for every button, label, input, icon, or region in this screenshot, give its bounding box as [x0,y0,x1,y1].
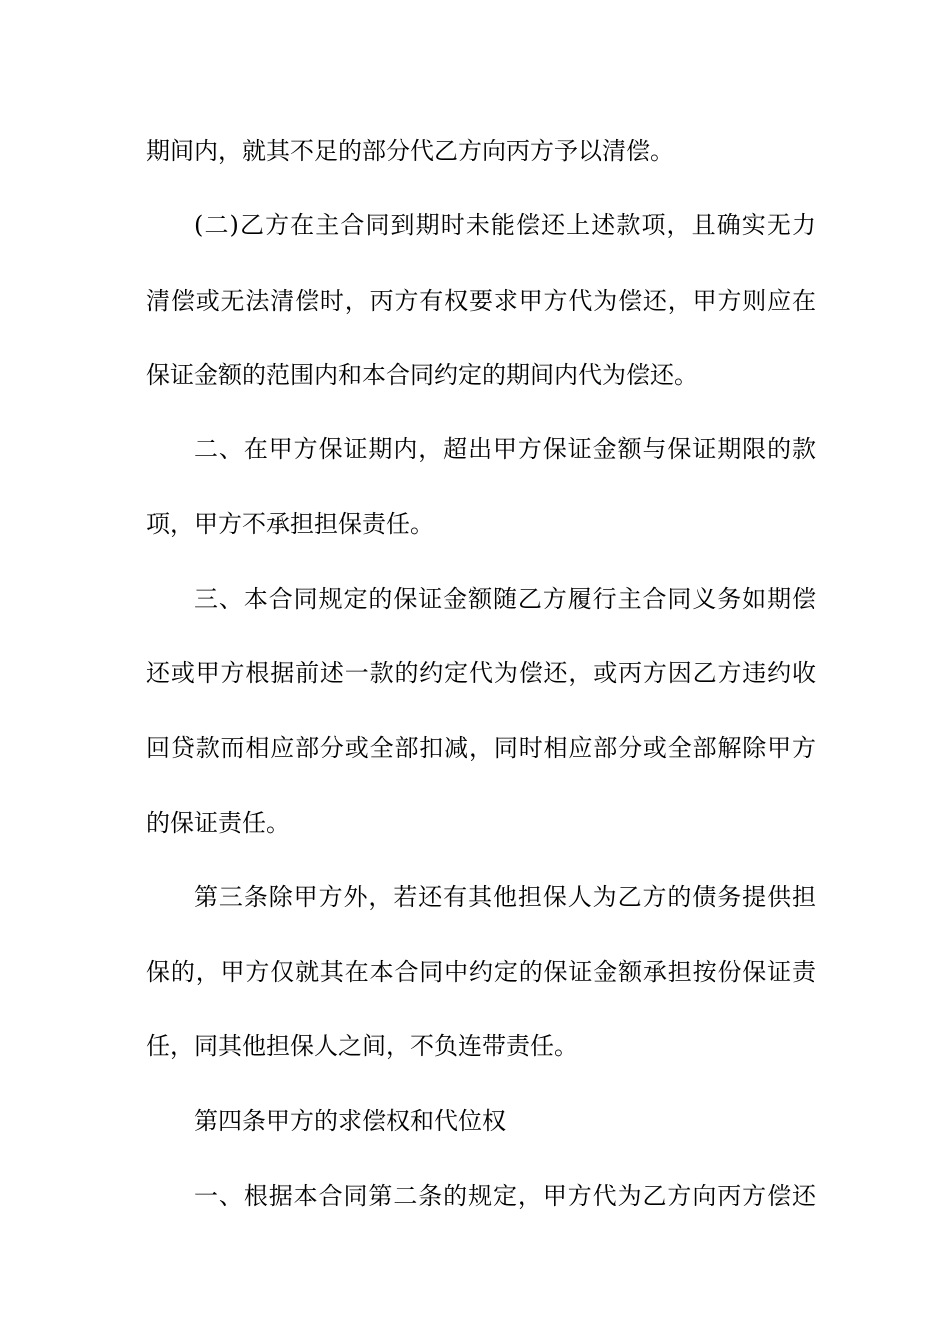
text-line: 期间内，就其不足的部分代乙方向丙方予以清偿。 [146,137,674,165]
text-line: 第三条除甲方外，若还有其他担保人为乙方的债务提供担 [194,883,816,911]
text-line: 还或甲方根据前述一款的约定代为偿还，或丙方因乙方违约收 [146,659,816,687]
text-line: 保证金额的范围内和本合同约定的期间内代为偿还。 [146,361,698,389]
text-line: 一、根据本合同第二条的规定，甲方代为乙方向丙方偿还 [194,1182,816,1210]
text-line: 二、在甲方保证期内，超出甲方保证金额与保证期限的款 [194,435,816,463]
text-line: 的保证责任。 [146,809,290,837]
text-line: 三、本合同规定的保证金额随乙方履行主合同义务如期偿 [194,585,816,613]
text-line: 项，甲方不承担担保责任。 [146,510,434,538]
text-line: (二)乙方在主合同到期时未能偿还上述款项，且确实无力 [194,211,816,239]
text-line: 保的，甲方仅就其在本合同中约定的保证金额承担按份保证责 [146,958,816,986]
text-line: 回贷款而相应部分或全部扣减，同时相应部分或全部解除甲方 [146,734,816,762]
section-heading: 第四条甲方的求偿权和代位权 [194,1107,506,1135]
text-line: 清偿或无法清偿时，丙方有权要求甲方代为偿还，甲方则应在 [146,287,816,315]
text-line: 任，同其他担保人之间，不负连带责任。 [146,1032,578,1060]
